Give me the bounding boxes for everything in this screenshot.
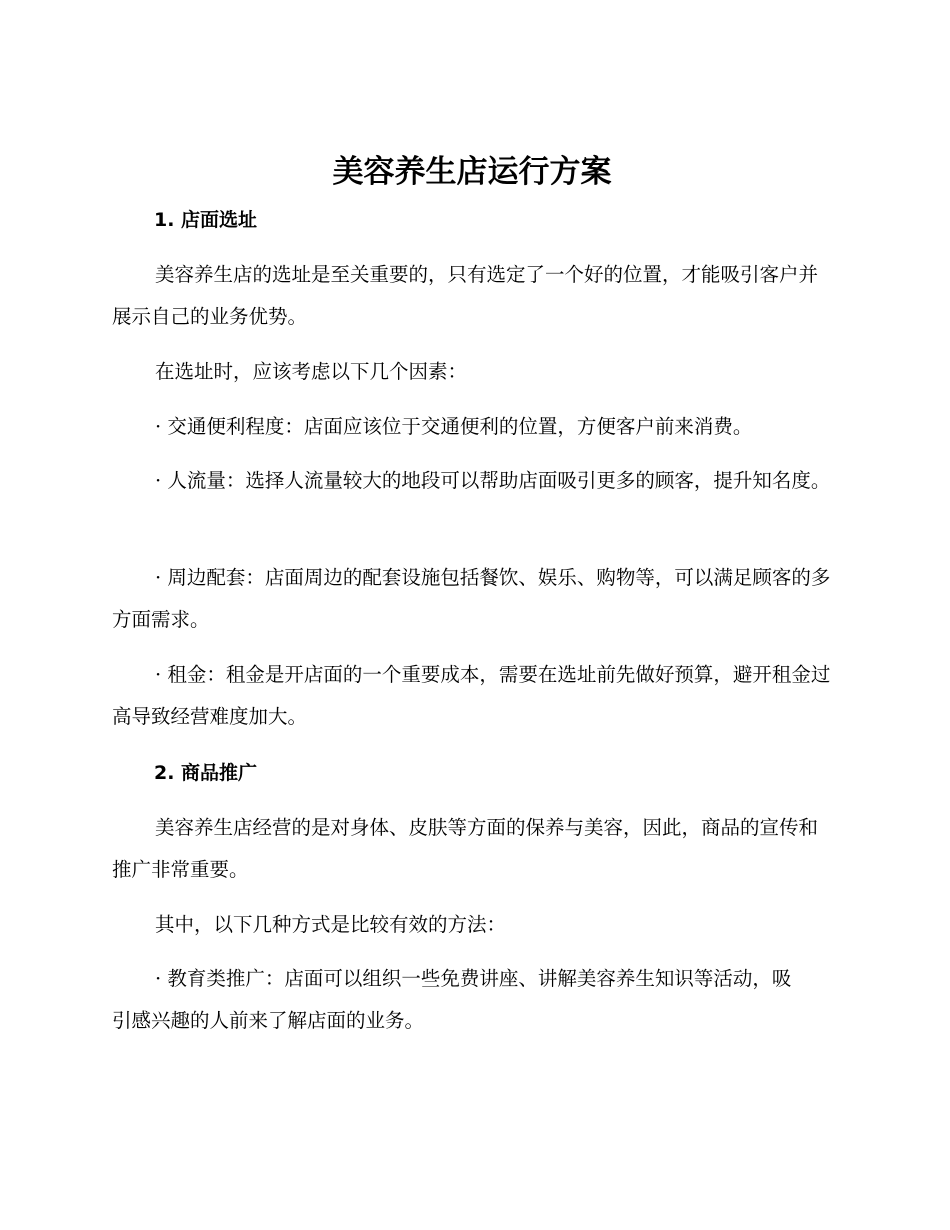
bullet-item: · 交通便利程度：店面应该位于交通便利的位置，方便客户前来消费。	[155, 415, 753, 438]
document-title: 美容养生店运行方案	[332, 154, 612, 190]
section-heading-product-promotion: 2. 商品推广	[154, 762, 258, 784]
section-heading-site-selection: 1. 店面选址	[154, 209, 258, 231]
paragraph: 其中，以下几种方式是比较有效的方法：	[155, 913, 507, 936]
bullet-item: · 教育类推广：店面可以组织一些免费讲座、讲解美容养生知识等活动，吸引感兴趣的人前来了解店面的业务。	[112, 967, 792, 1032]
paragraph: 美容养生店经营的是对身体、皮肤等方面的保养与美容，因此，商品的宣传和推广非常重要。	[112, 816, 819, 881]
bullet-item: · 人流量：选择人流量较大的地段可以帮助店面吸引更多的顾客，提升知名度。	[155, 469, 831, 492]
paragraph: 美容养生店的选址是至关重要的，只有选定了一个好的位置，才能吸引客户并展示自己的业务优势。	[112, 263, 819, 328]
bullet-item: · 周边配套：店面周边的配套设施包括餐饮、娱乐、购物等，可以满足顾客的多方面需求。	[112, 566, 831, 631]
paragraph: 在选址时，应该考虑以下几个因素：	[155, 360, 468, 383]
bullet-item: · 租金：租金是开店面的一个重要成本，需要在选址前先做好预算，避开租金过高导致经营难度加大。	[112, 663, 831, 728]
